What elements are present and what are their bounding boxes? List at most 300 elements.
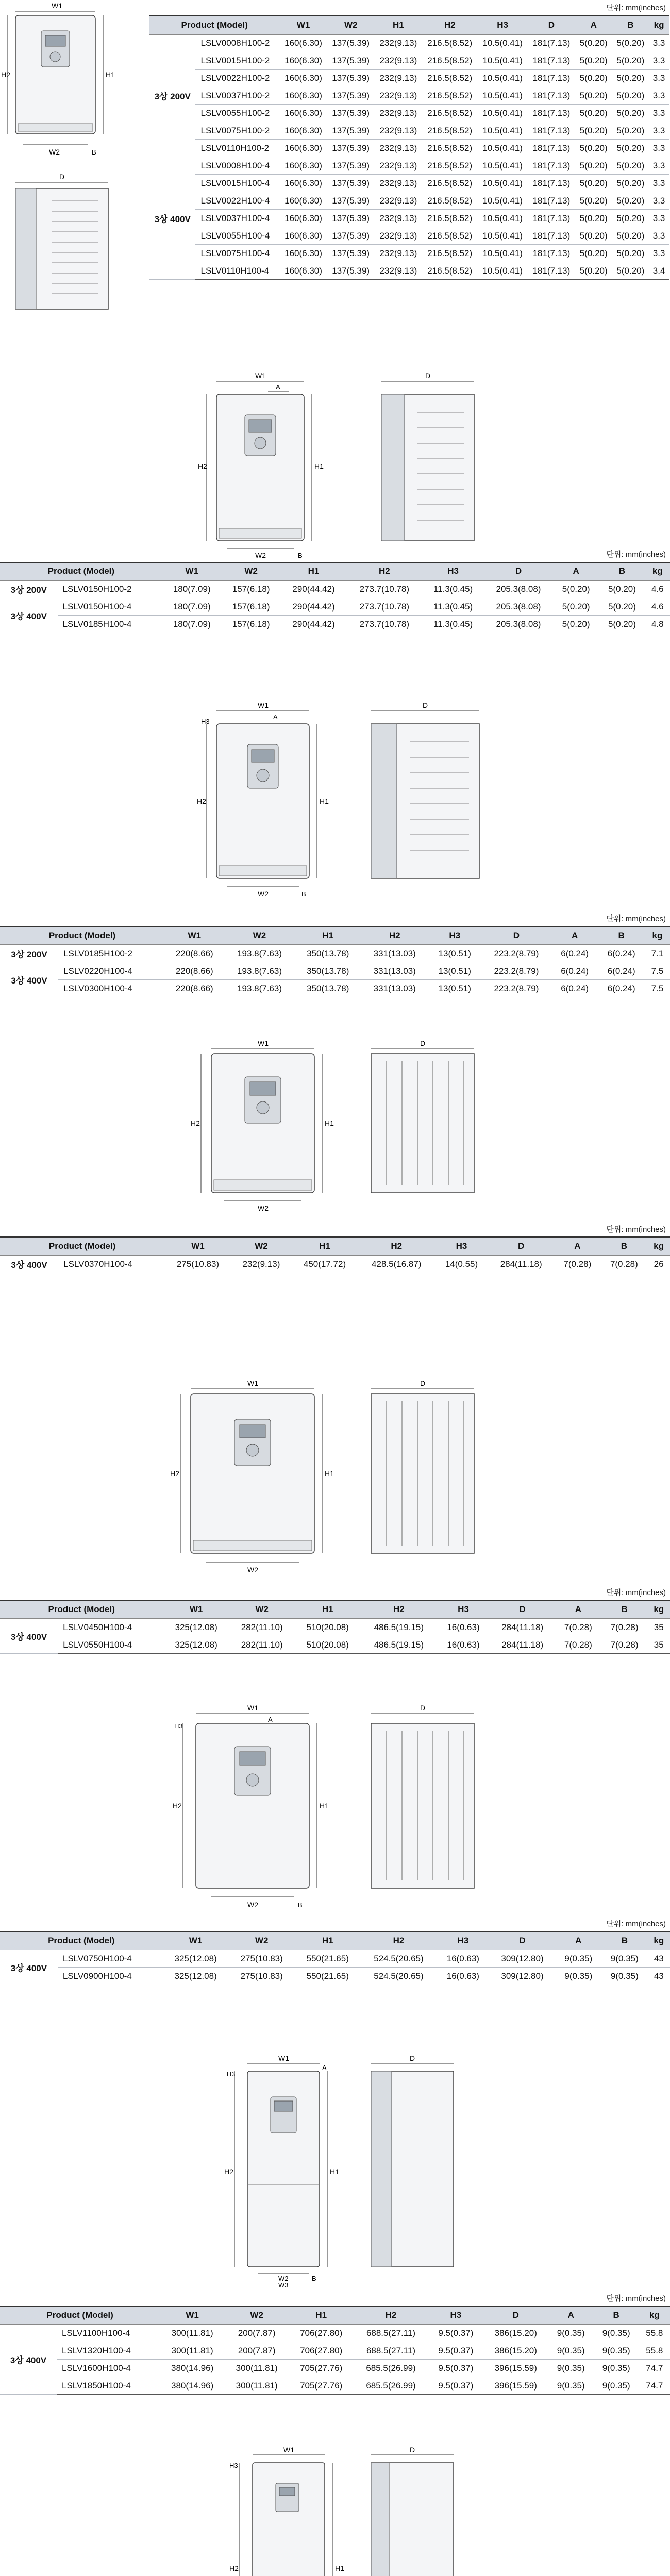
column-header: D	[489, 1931, 555, 1950]
unit-label-6: 단위: mm(inches)	[606, 1920, 666, 1928]
value-cell: 137(5.39)	[327, 245, 375, 262]
table-row	[0, 1950, 670, 1968]
value-cell: 232(9.13)	[375, 227, 422, 245]
label-h2: H2	[197, 797, 206, 805]
value-cell: 5(0.20)	[575, 175, 612, 192]
model-cell: LSLV0750H100-4	[58, 1950, 163, 1968]
unit-label-2: 단위: mm(inches)	[606, 550, 666, 559]
front-view-drawing-6	[165, 1705, 340, 1911]
table-row	[0, 2325, 670, 2342]
value-cell: 380(14.96)	[160, 2377, 225, 2395]
value-cell: 5(0.20)	[575, 245, 612, 262]
value-cell: 9(0.35)	[548, 2360, 594, 2377]
column-header: B	[612, 16, 649, 35]
column-header: kg	[639, 2306, 670, 2325]
value-cell: 10.5(0.41)	[477, 122, 527, 140]
value-cell: 3.3	[649, 52, 669, 70]
front-view-drawing-7	[216, 2056, 350, 2287]
front-view-drawing-3	[191, 701, 330, 902]
value-cell: 160(6.30)	[279, 210, 327, 227]
spec-table-1	[149, 15, 669, 280]
model-cell: LSLV0300H100-4	[58, 980, 164, 997]
column-header: H1	[295, 926, 361, 945]
value-cell: 7.5	[645, 962, 670, 980]
value-cell: 325(12.08)	[163, 1968, 229, 1985]
value-cell: 7(0.28)	[601, 1619, 648, 1636]
value-cell: 6(0.24)	[551, 945, 598, 962]
value-cell: 5(0.20)	[612, 87, 649, 105]
label-b: B	[298, 552, 303, 560]
label-h1: H1	[325, 1119, 334, 1127]
value-cell: 13(0.51)	[428, 945, 481, 962]
unit-label-5: 단위: mm(inches)	[606, 1588, 666, 1597]
value-cell: 9.5(0.37)	[428, 2325, 483, 2342]
value-cell: 193.8(7.63)	[225, 980, 295, 997]
side-view-drawing-3	[361, 701, 495, 902]
value-cell: 6(0.24)	[551, 980, 598, 997]
value-cell: 232(9.13)	[375, 122, 422, 140]
table-row	[149, 245, 669, 262]
value-cell: 220(8.66)	[164, 962, 224, 980]
model-cell: LSLV0185H100-2	[58, 945, 164, 962]
column-header: W2	[231, 1237, 292, 1256]
value-cell: 550(21.65)	[295, 1968, 361, 1985]
label-h2: H2	[191, 1119, 200, 1127]
column-header: H3	[435, 1237, 489, 1256]
column-header: W2	[229, 1600, 295, 1619]
column-header: A	[553, 562, 599, 581]
value-cell: 705(27.76)	[289, 2360, 354, 2377]
column-header: H2	[346, 562, 422, 581]
value-cell: 550(21.65)	[295, 1950, 361, 1968]
label-w1: W1	[255, 371, 266, 380]
spec-table-5	[0, 1600, 670, 1654]
column-header: D	[490, 1600, 555, 1619]
value-cell: 9.5(0.37)	[428, 2342, 483, 2360]
front-view-drawing-8	[222, 2447, 356, 2576]
table-row	[0, 581, 670, 598]
value-cell: 181(7.13)	[528, 227, 575, 245]
model-cell: LSLV0008H100-2	[195, 35, 279, 52]
voltage-group-label: 3상 400V	[0, 2325, 57, 2395]
value-cell: 35	[648, 1619, 670, 1636]
value-cell: 160(6.30)	[279, 87, 327, 105]
value-cell: 160(6.30)	[279, 140, 327, 157]
label-h1: H1	[320, 1802, 329, 1810]
value-cell: 3.3	[649, 157, 669, 175]
value-cell: 157(6.18)	[222, 581, 281, 598]
value-cell: 181(7.13)	[528, 245, 575, 262]
value-cell: 300(11.81)	[225, 2377, 289, 2395]
value-cell: 309(12.80)	[489, 1950, 555, 1968]
value-cell: 428.5(16.87)	[358, 1256, 435, 1273]
value-cell: 160(6.30)	[279, 157, 327, 175]
value-cell: 5(0.20)	[612, 175, 649, 192]
value-cell: 10.5(0.41)	[477, 227, 527, 245]
table-row	[149, 192, 669, 210]
value-cell: 9(0.35)	[548, 2377, 594, 2395]
value-cell: 223.2(8.79)	[481, 962, 551, 980]
value-cell: 216.5(8.52)	[422, 192, 478, 210]
value-cell: 3.3	[649, 210, 669, 227]
value-cell: 232(9.13)	[375, 52, 422, 70]
value-cell: 232(9.13)	[375, 210, 422, 227]
table-row	[149, 122, 669, 140]
value-cell: 300(11.81)	[160, 2342, 225, 2360]
column-header: W1	[163, 1600, 229, 1619]
column-header: W1	[163, 1931, 229, 1950]
value-cell: 9(0.35)	[594, 2342, 639, 2360]
value-cell: 223.2(8.79)	[481, 945, 551, 962]
value-cell: 273.7(10.78)	[346, 616, 422, 633]
table-header-row	[0, 2306, 670, 2325]
value-cell: 486.5(19.15)	[361, 1636, 437, 1654]
value-cell: 10.5(0.41)	[477, 210, 527, 227]
table-row	[0, 1636, 670, 1654]
unit-label-7: 단위: mm(inches)	[606, 2294, 666, 2303]
value-cell: 216.5(8.52)	[422, 122, 478, 140]
value-cell: 275(10.83)	[229, 1950, 295, 1968]
model-cell: LSLV0370H100-4	[58, 1256, 164, 1273]
label-h2: H2	[170, 1469, 179, 1478]
value-cell: 309(12.80)	[489, 1968, 555, 1985]
value-cell: 5(0.20)	[612, 70, 649, 87]
label-w2: W2	[258, 1204, 269, 1212]
value-cell: 157(6.18)	[222, 616, 281, 633]
section-frame-7	[0, 2056, 670, 2391]
label-d: D	[420, 1381, 426, 1387]
table-row	[0, 1968, 670, 1985]
value-cell: 9(0.35)	[594, 2377, 639, 2395]
value-cell: 5(0.20)	[612, 245, 649, 262]
value-cell: 232(9.13)	[375, 35, 422, 52]
voltage-group-label: 3상 400V	[0, 1256, 58, 1273]
label-h3: H3	[229, 2462, 238, 2469]
value-cell: 181(7.13)	[528, 87, 575, 105]
value-cell: 181(7.13)	[528, 105, 575, 122]
value-cell: 16(0.63)	[437, 1619, 490, 1636]
model-cell: LSLV0220H100-4	[58, 962, 164, 980]
label-h2: H2	[1, 71, 10, 79]
value-cell: 9(0.35)	[556, 1950, 602, 1968]
value-cell: 524.5(20.65)	[361, 1950, 437, 1968]
value-cell: 685.5(26.99)	[354, 2360, 428, 2377]
value-cell: 3.3	[649, 245, 669, 262]
value-cell: 300(11.81)	[160, 2325, 225, 2342]
column-header: H1	[295, 1600, 361, 1619]
value-cell: 4.6	[645, 598, 670, 616]
table-row	[149, 87, 669, 105]
value-cell: 3.3	[649, 105, 669, 122]
value-cell: 688.5(27.11)	[354, 2342, 428, 2360]
value-cell: 216.5(8.52)	[422, 87, 478, 105]
value-cell: 7.5	[645, 980, 670, 997]
value-cell: 10.5(0.41)	[477, 245, 527, 262]
value-cell: 9.5(0.37)	[428, 2377, 483, 2395]
model-cell: LSLV0150H100-4	[58, 598, 162, 616]
model-cell: LSLV0110H100-4	[195, 262, 279, 280]
value-cell: 181(7.13)	[528, 210, 575, 227]
table-row	[149, 175, 669, 192]
value-cell: 137(5.39)	[327, 192, 375, 210]
column-header: W1	[279, 16, 327, 35]
column-header: W2	[222, 562, 281, 581]
column-header: B	[594, 2306, 639, 2325]
value-cell: 160(6.30)	[279, 262, 327, 280]
value-cell: 137(5.39)	[327, 70, 375, 87]
value-cell: 181(7.13)	[528, 35, 575, 52]
side-view-drawing-6	[361, 1705, 484, 1911]
value-cell: 5(0.20)	[612, 192, 649, 210]
spec-table-3	[0, 926, 670, 997]
value-cell: 10.5(0.41)	[477, 35, 527, 52]
value-cell: 160(6.30)	[279, 122, 327, 140]
table-row	[0, 962, 670, 980]
model-cell: LSLV1600H100-4	[57, 2360, 160, 2377]
value-cell: 180(7.09)	[162, 598, 222, 616]
value-cell: 5(0.20)	[599, 616, 645, 633]
value-cell: 43	[648, 1968, 670, 1985]
column-header: A	[548, 2306, 594, 2325]
column-header: Product (Model)	[0, 1931, 163, 1950]
value-cell: 486.5(19.15)	[361, 1619, 437, 1636]
value-cell: 55.8	[639, 2325, 670, 2342]
column-header: H3	[437, 1931, 489, 1950]
value-cell: 5(0.20)	[612, 52, 649, 70]
section-frame-2	[0, 361, 670, 629]
label-d: D	[420, 1041, 426, 1047]
value-cell: 386(15.20)	[483, 2342, 548, 2360]
column-header: B	[601, 1931, 648, 1950]
value-cell: 232(9.13)	[375, 192, 422, 210]
value-cell: 5(0.20)	[612, 210, 649, 227]
table-header-row	[0, 562, 670, 581]
value-cell: 137(5.39)	[327, 175, 375, 192]
value-cell: 216.5(8.52)	[422, 245, 478, 262]
value-cell: 181(7.13)	[528, 262, 575, 280]
value-cell: 232(9.13)	[375, 70, 422, 87]
column-header: A	[554, 1237, 601, 1256]
column-header: H1	[281, 562, 347, 581]
value-cell: 9(0.35)	[594, 2325, 639, 2342]
voltage-group-label: 3상 400V	[0, 1619, 58, 1654]
side-view-drawing-4	[361, 1041, 484, 1216]
column-header: H2	[422, 16, 478, 35]
column-header: H3	[428, 2306, 483, 2325]
value-cell: 5(0.20)	[612, 35, 649, 52]
value-cell: 331(13.03)	[361, 945, 428, 962]
value-cell: 5(0.20)	[575, 105, 612, 122]
value-cell: 216.5(8.52)	[422, 35, 478, 52]
column-header: W2	[327, 16, 375, 35]
value-cell: 685.5(26.99)	[354, 2377, 428, 2395]
column-header: H2	[361, 926, 428, 945]
column-header: H2	[361, 1931, 437, 1950]
model-cell: LSLV1850H100-4	[57, 2377, 160, 2395]
value-cell: 160(6.30)	[279, 35, 327, 52]
value-cell: 137(5.39)	[327, 210, 375, 227]
model-cell: LSLV0015H100-4	[195, 175, 279, 192]
value-cell: 205.3(8.08)	[484, 616, 553, 633]
table-header-row	[0, 1237, 670, 1256]
label-b: B	[92, 148, 96, 156]
value-cell: 205.3(8.08)	[484, 598, 553, 616]
column-header: Product (Model)	[0, 926, 164, 945]
value-cell: 160(6.30)	[279, 70, 327, 87]
model-cell: LSLV0900H100-4	[58, 1968, 163, 1985]
value-cell: 216.5(8.52)	[422, 70, 478, 87]
value-cell: 10.5(0.41)	[477, 192, 527, 210]
value-cell: 181(7.13)	[528, 52, 575, 70]
column-header: H1	[375, 16, 422, 35]
value-cell: 350(13.78)	[295, 980, 361, 997]
table-header-row	[0, 926, 670, 945]
value-cell: 137(5.39)	[327, 262, 375, 280]
model-cell: LSLV0008H100-4	[195, 157, 279, 175]
value-cell: 7(0.28)	[601, 1256, 648, 1273]
section-frame-4	[0, 1041, 670, 1340]
value-cell: 5(0.20)	[599, 581, 645, 598]
value-cell: 216.5(8.52)	[422, 210, 478, 227]
column-header: B	[598, 926, 645, 945]
column-header: kg	[647, 1237, 670, 1256]
model-cell: LSLV1100H100-4	[57, 2325, 160, 2342]
label-h1: H1	[335, 2564, 344, 2572]
value-cell: 193.8(7.63)	[225, 962, 295, 980]
value-cell: 6(0.24)	[551, 962, 598, 980]
label-w1: W1	[283, 2447, 294, 2454]
value-cell: 5(0.20)	[553, 598, 599, 616]
value-cell: 216.5(8.52)	[422, 157, 478, 175]
column-header: Product (Model)	[0, 1237, 164, 1256]
label-w2: W2	[278, 2275, 289, 2282]
value-cell: 10.5(0.41)	[477, 175, 527, 192]
value-cell: 325(12.08)	[163, 1636, 229, 1654]
value-cell: 5(0.20)	[612, 122, 649, 140]
value-cell: 181(7.13)	[528, 157, 575, 175]
value-cell: 5(0.20)	[575, 157, 612, 175]
value-cell: 9(0.35)	[548, 2342, 594, 2360]
value-cell: 6(0.24)	[598, 945, 645, 962]
value-cell: 232(9.13)	[231, 1256, 292, 1273]
value-cell: 10.5(0.41)	[477, 52, 527, 70]
value-cell: 181(7.13)	[528, 122, 575, 140]
value-cell: 284(11.18)	[490, 1636, 555, 1654]
column-header: H1	[289, 2306, 354, 2325]
value-cell: 200(7.87)	[225, 2325, 289, 2342]
column-header: Product (Model)	[0, 2306, 160, 2325]
table-row	[149, 157, 669, 175]
column-header: H2	[358, 1237, 435, 1256]
spec-table-4	[0, 1236, 670, 1273]
column-header: A	[575, 16, 612, 35]
label-d: D	[410, 2056, 415, 2062]
value-cell: 9(0.35)	[594, 2360, 639, 2377]
value-cell: 160(6.30)	[279, 52, 327, 70]
model-cell: LSLV0037H100-2	[195, 87, 279, 105]
value-cell: 7(0.28)	[601, 1636, 648, 1654]
value-cell: 16(0.63)	[437, 1950, 489, 1968]
table-row	[149, 105, 669, 122]
table-row	[0, 616, 670, 633]
value-cell: 273.7(10.78)	[346, 598, 422, 616]
value-cell: 137(5.39)	[327, 227, 375, 245]
value-cell: 232(9.13)	[375, 140, 422, 157]
value-cell: 74.7	[639, 2360, 670, 2377]
model-cell: LSLV0075H100-4	[195, 245, 279, 262]
value-cell: 290(44.42)	[281, 581, 347, 598]
value-cell: 232(9.13)	[375, 105, 422, 122]
value-cell: 3.3	[649, 227, 669, 245]
value-cell: 11.3(0.45)	[422, 598, 484, 616]
value-cell: 5(0.20)	[612, 227, 649, 245]
value-cell: 16(0.63)	[437, 1968, 489, 1985]
label-h2: H2	[229, 2564, 239, 2572]
table-header-row	[149, 16, 669, 35]
label-h3: H3	[227, 2070, 236, 2078]
label-a: A	[273, 713, 278, 721]
value-cell: 331(13.03)	[361, 962, 428, 980]
table-row	[0, 2342, 670, 2360]
label-h3: H3	[201, 718, 210, 725]
table-row	[149, 35, 669, 52]
value-cell: 325(12.08)	[163, 1950, 229, 1968]
value-cell: 7.1	[645, 945, 670, 962]
value-cell: 4.8	[645, 616, 670, 633]
section-frame-3	[0, 701, 670, 993]
value-cell: 688.5(27.11)	[354, 2325, 428, 2342]
model-cell: LSLV0150H100-2	[58, 581, 162, 598]
value-cell: 450(17.72)	[291, 1256, 358, 1273]
value-cell: 232(9.13)	[375, 157, 422, 175]
label-b: B	[301, 890, 306, 898]
value-cell: 396(15.59)	[483, 2377, 548, 2395]
value-cell: 290(44.42)	[281, 616, 347, 633]
section-frame-5	[0, 1381, 670, 1669]
table-row	[149, 140, 669, 157]
column-header: Product (Model)	[0, 562, 162, 581]
model-cell: LSLV0022H100-4	[195, 192, 279, 210]
spec-table-7	[0, 2306, 670, 2395]
value-cell: 216.5(8.52)	[422, 52, 478, 70]
value-cell: 137(5.39)	[327, 105, 375, 122]
table-row	[0, 945, 670, 962]
value-cell: 137(5.39)	[327, 35, 375, 52]
column-header: A	[551, 926, 598, 945]
table-row	[149, 227, 669, 245]
side-view-drawing-8	[361, 2447, 464, 2576]
value-cell: 137(5.39)	[327, 52, 375, 70]
table-header-row	[0, 1600, 670, 1619]
value-cell: 160(6.30)	[279, 175, 327, 192]
section-frame-6	[0, 1705, 670, 1994]
column-header: W1	[160, 2306, 225, 2325]
label-a: A	[322, 2064, 327, 2072]
value-cell: 216.5(8.52)	[422, 140, 478, 157]
value-cell: 5(0.20)	[575, 210, 612, 227]
value-cell: 26	[647, 1256, 670, 1273]
value-cell: 232(9.13)	[375, 245, 422, 262]
value-cell: 284(11.18)	[490, 1619, 555, 1636]
value-cell: 5(0.20)	[575, 227, 612, 245]
value-cell: 160(6.30)	[279, 227, 327, 245]
value-cell: 232(9.13)	[375, 175, 422, 192]
column-header: H3	[422, 562, 484, 581]
value-cell: 275(10.83)	[229, 1968, 295, 1985]
value-cell: 216.5(8.52)	[422, 227, 478, 245]
value-cell: 181(7.13)	[528, 70, 575, 87]
column-header: W1	[162, 562, 222, 581]
